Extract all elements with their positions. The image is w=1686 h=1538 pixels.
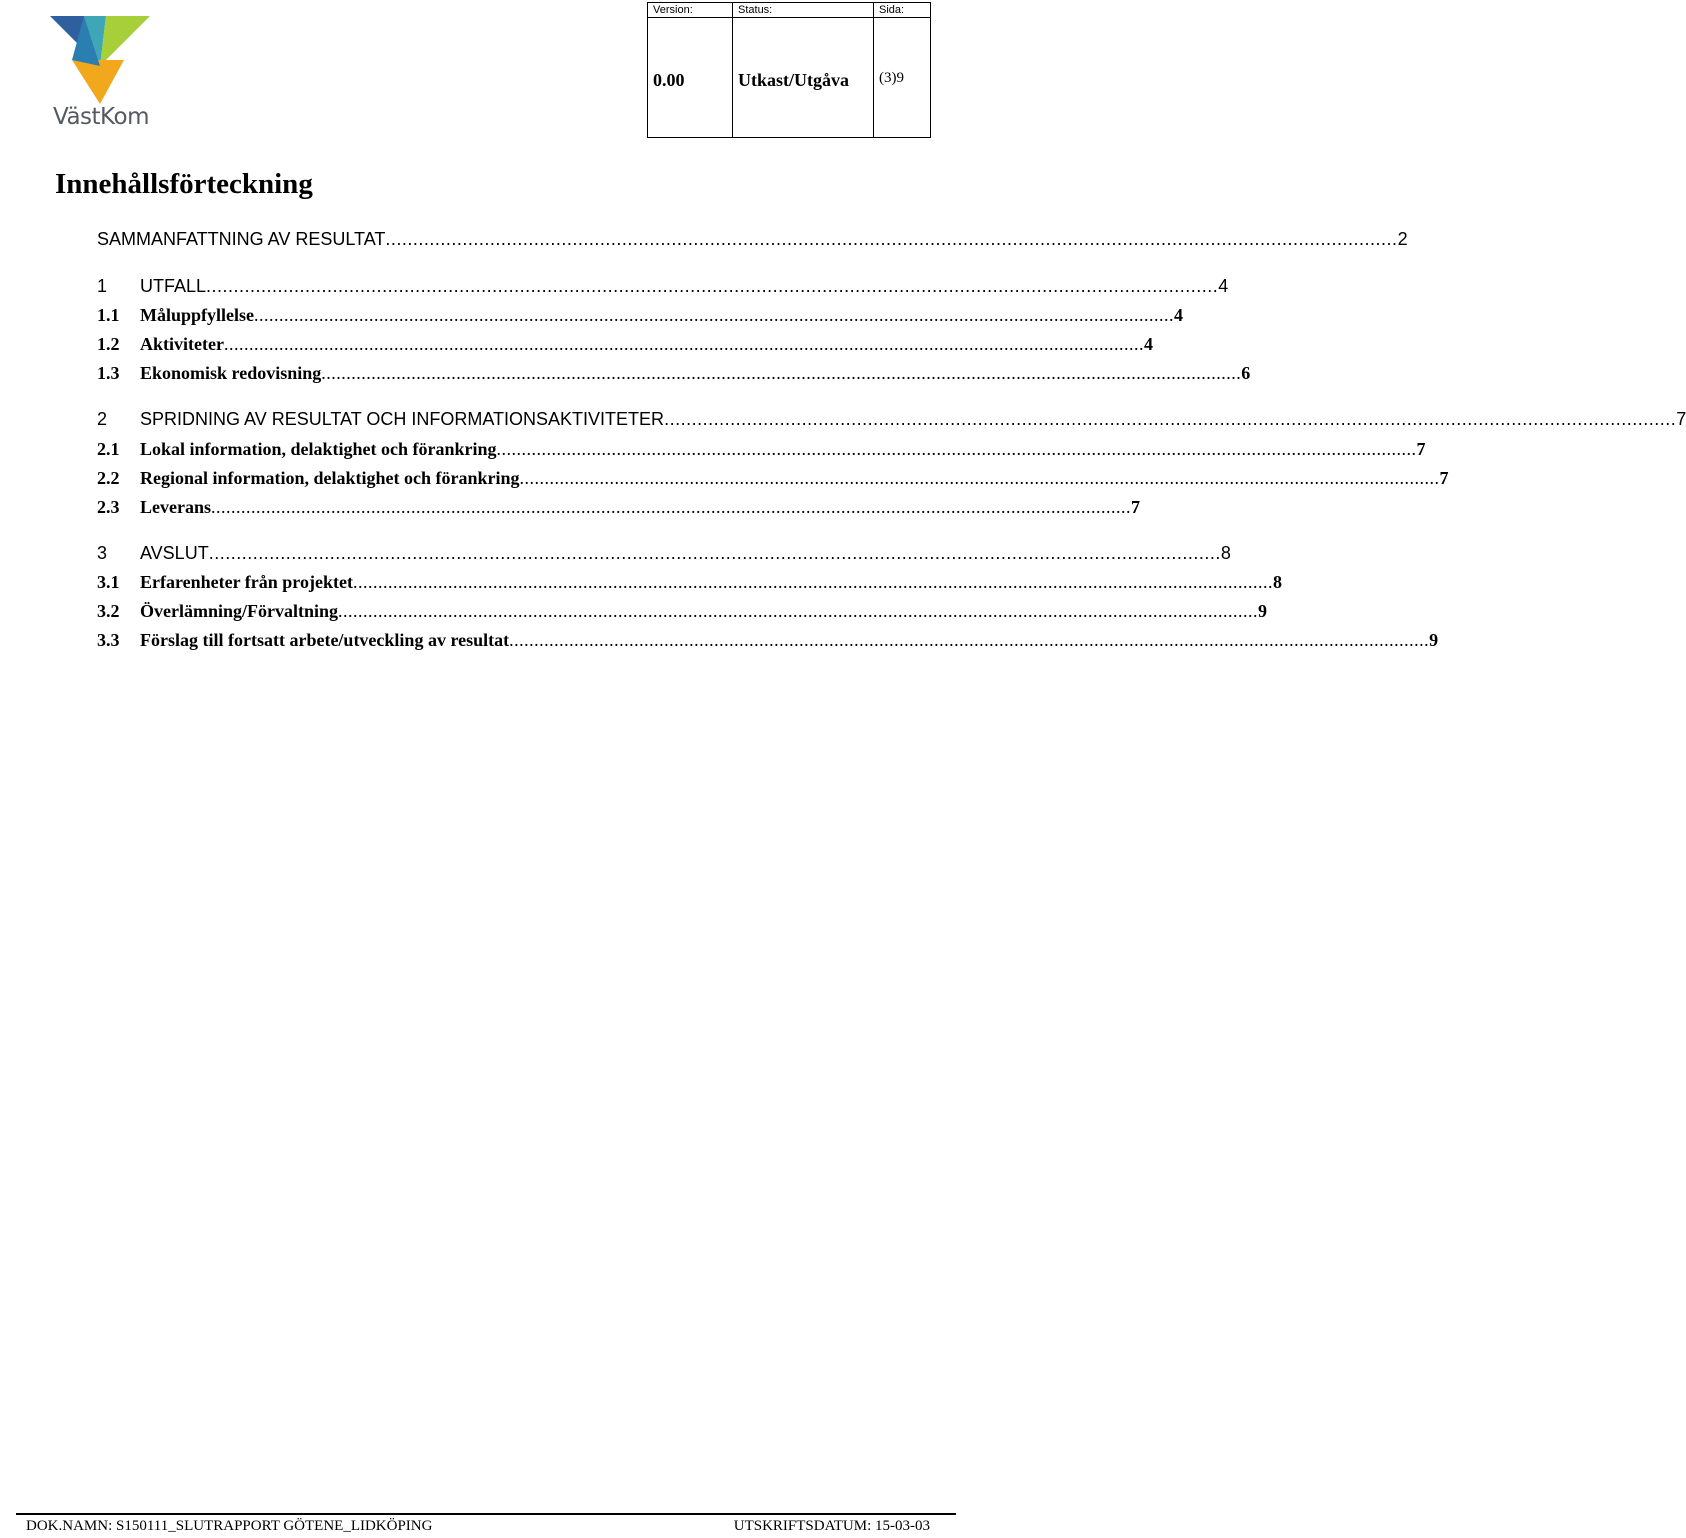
toc-entry-2-2[interactable] bbox=[97, 468, 1449, 489]
status-value: Utkast/Utgåva bbox=[738, 70, 849, 90]
page-cell bbox=[874, 3, 930, 137]
toc-entry-title: Överlämning/Förvaltning bbox=[140, 601, 338, 621]
toc-entry-number: 1.1 bbox=[97, 305, 120, 325]
toc-entry-page: 9 bbox=[1258, 601, 1267, 621]
document-header-table bbox=[647, 2, 931, 138]
toc-entry-number: 2 bbox=[97, 409, 108, 429]
toc-leader: ........................................................................................................................................................................................ bbox=[206, 276, 1219, 296]
toc-leader: ........................................................................................................................................................................................ bbox=[223, 334, 1144, 354]
toc-entry-page: 2 bbox=[1397, 229, 1408, 249]
toc-entry-number: 1.2 bbox=[97, 334, 120, 354]
toc-entry-number: 3.1 bbox=[97, 572, 120, 592]
toc-entry-page: 7 bbox=[1416, 439, 1426, 459]
version-value: 0.00 bbox=[653, 70, 685, 90]
vastkom-logo bbox=[44, 14, 156, 134]
toc-entry-title: Leverans bbox=[140, 497, 211, 517]
toc-entry-page: 6 bbox=[1241, 363, 1251, 383]
toc-entry-number: 2.2 bbox=[97, 468, 120, 488]
toc-entry-title: Förslag till fortsatt arbete/utveckling av resultat bbox=[140, 630, 510, 650]
toc-title: Innehållsförteckning bbox=[55, 168, 313, 200]
toc-entry-title: Aktiviteter bbox=[140, 334, 224, 354]
toc-leader: ........................................................................................................................................................................................ bbox=[338, 601, 1258, 621]
toc-entry-page: 9 bbox=[1429, 630, 1439, 650]
version-cell bbox=[648, 3, 733, 137]
toc-leader: ........................................................................................................................................................................................ bbox=[211, 497, 1131, 517]
toc-entry-1-2[interactable] bbox=[97, 334, 1153, 355]
toc-entry-number: 3 bbox=[97, 543, 108, 563]
toc-entry-page: 7 bbox=[1131, 497, 1140, 517]
toc-entry-3-2[interactable] bbox=[97, 601, 1267, 622]
toc-entry-page: 7 bbox=[1439, 468, 1449, 488]
toc-leader: ........................................................................................................................................................................................ bbox=[208, 543, 1221, 563]
toc-entry-page: 4 bbox=[1218, 276, 1229, 296]
toc-entry-number: 1 bbox=[97, 276, 108, 296]
toc-entry-title: SAMMANFATTNING AV RESULTAT bbox=[97, 229, 386, 249]
toc-leader: ........................................................................................................................................................................................ bbox=[254, 305, 1175, 325]
toc-entry-1-3[interactable] bbox=[97, 363, 1251, 384]
toc-entry-3[interactable] bbox=[97, 543, 1231, 564]
toc-entry-page: 4 bbox=[1143, 334, 1153, 354]
footer-divider bbox=[16, 1513, 956, 1515]
status-label: Status: bbox=[738, 4, 773, 16]
toc-entry-number: 2.3 bbox=[97, 497, 120, 517]
toc-entry-title: Regional information, delaktighet och förankring bbox=[140, 468, 520, 488]
toc-entry-title: AVSLUT bbox=[140, 543, 209, 563]
toc-entry-page: 8 bbox=[1220, 543, 1231, 563]
toc-entry-page: 4 bbox=[1174, 305, 1184, 325]
toc-entry-3-1[interactable] bbox=[97, 572, 1282, 593]
page-value: (3)9 bbox=[879, 70, 904, 86]
toc-leader: ........................................................................................................................................................................................ bbox=[352, 572, 1273, 592]
status-cell bbox=[733, 3, 874, 137]
toc-leader: ........................................................................................................................................................................................ bbox=[321, 363, 1242, 383]
version-label: Version: bbox=[653, 4, 693, 16]
toc-entry-title: SPRIDNING AV RESULTAT OCH INFORMATIONSAKTIVITETER bbox=[140, 409, 665, 429]
toc-entry-3-3[interactable] bbox=[97, 630, 1439, 651]
toc-entry-title: Erfarenheter från projektet bbox=[140, 572, 353, 592]
toc-entry-number: 3.3 bbox=[97, 630, 120, 650]
toc-entry-2-3[interactable] bbox=[97, 497, 1140, 518]
vastkom-logo-mark bbox=[44, 14, 156, 106]
toc-entry-title: Måluppfyllelse bbox=[140, 305, 255, 325]
toc-entry-page: 7 bbox=[1676, 409, 1686, 429]
toc-entry-number: 2.1 bbox=[97, 439, 120, 459]
toc-leader: ........................................................................................................................................................................................ bbox=[664, 409, 1677, 429]
toc-entry-number: 1.3 bbox=[97, 363, 120, 383]
toc-entry-number: 3.2 bbox=[97, 601, 120, 621]
page-label: Sida: bbox=[879, 4, 905, 16]
logo-text: VästKom bbox=[53, 104, 149, 130]
toc-leader: ........................................................................................................................................................................................ bbox=[385, 229, 1398, 249]
toc-leader: ........................................................................................................................................................................................ bbox=[519, 468, 1440, 488]
toc-entry-2-1[interactable] bbox=[97, 439, 1426, 460]
toc-entry-title: Ekonomisk redovisning bbox=[140, 363, 322, 383]
toc-leader: ........................................................................................................................................................................................ bbox=[496, 439, 1417, 459]
footer-print-date: UTSKRIFTSDATUM: 15-03-03 bbox=[733, 1518, 930, 1534]
toc-entry-page: 8 bbox=[1272, 572, 1282, 592]
toc-entry-summary[interactable] bbox=[97, 229, 1408, 250]
toc-entry-2[interactable] bbox=[97, 409, 1686, 430]
footer-document-name: DOK.NAMN: S150111_SLUTRAPPORT GÖTENE_LIDKÖPING bbox=[26, 1518, 433, 1534]
toc-entry-title: Lokal information, delaktighet och förankring bbox=[140, 439, 497, 459]
toc-entry-1[interactable] bbox=[97, 276, 1229, 297]
toc-leader: ........................................................................................................................................................................................ bbox=[509, 630, 1430, 650]
toc-entry-title: UTFALL bbox=[140, 276, 207, 296]
toc-entry-1-1[interactable] bbox=[97, 305, 1184, 326]
